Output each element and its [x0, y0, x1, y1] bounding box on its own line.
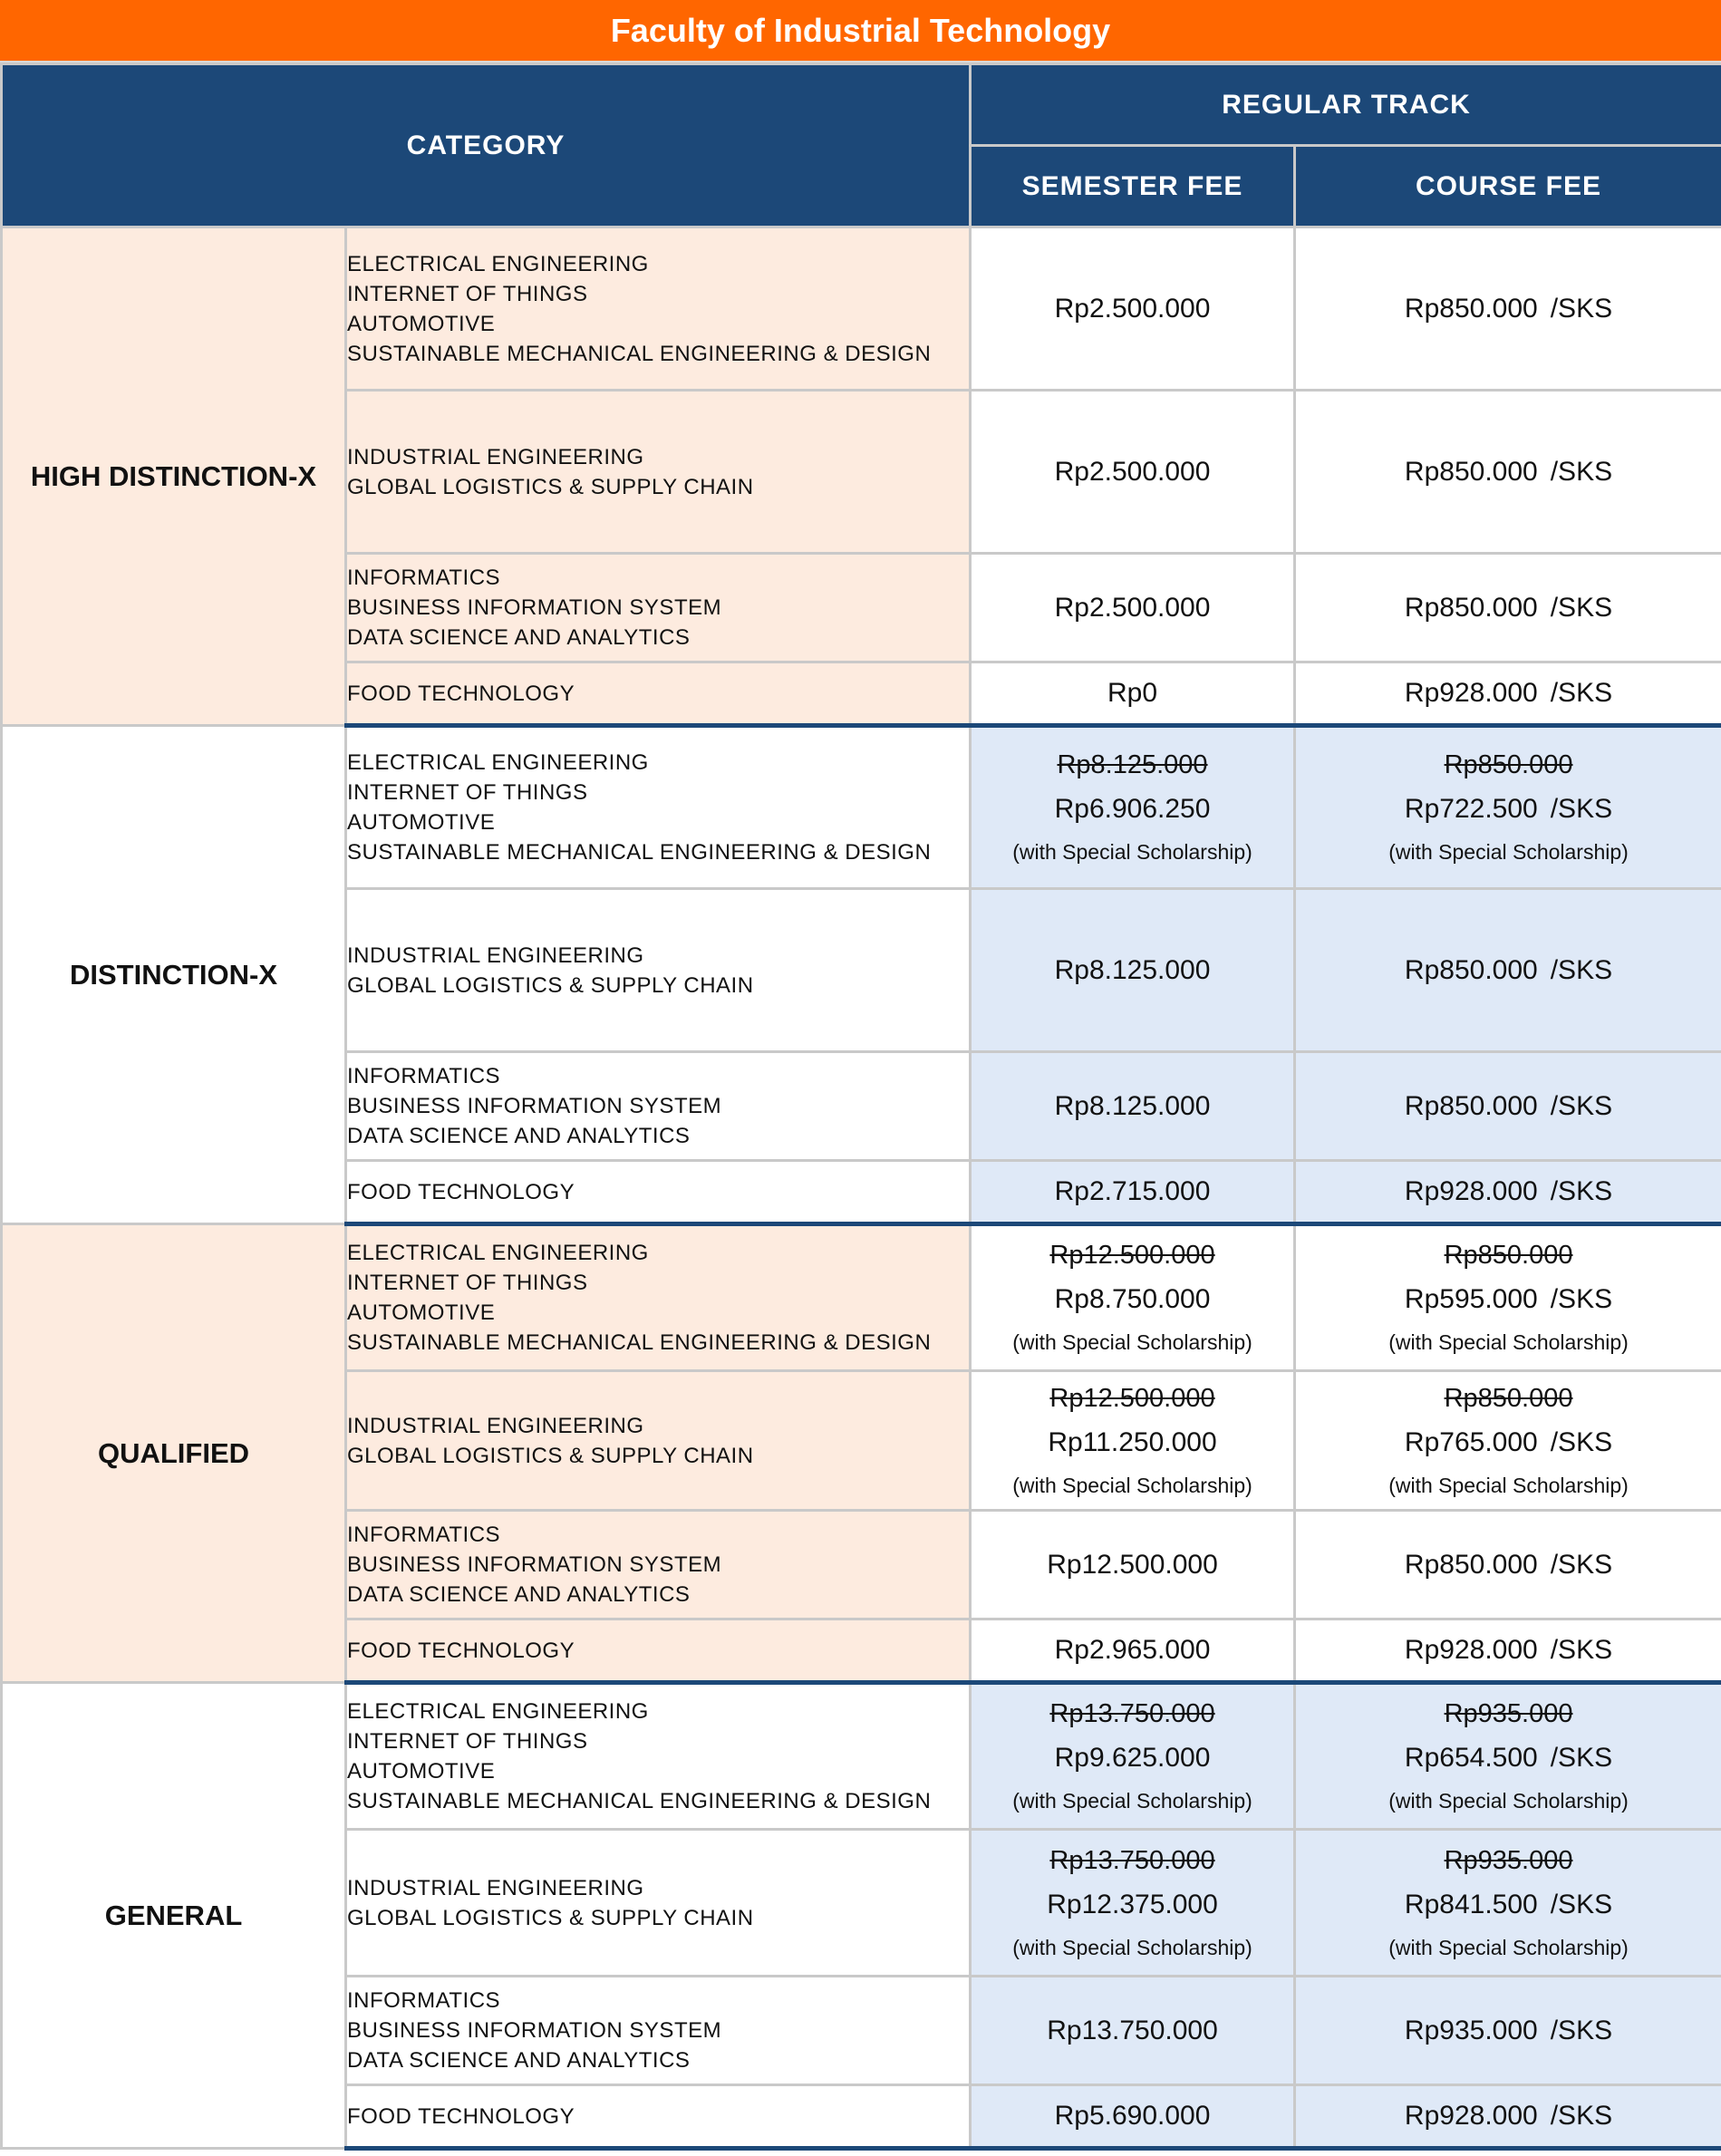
original-course-fee: Rp935.000 [1444, 1699, 1573, 1728]
original-course-fee: Rp850.000 [1444, 1241, 1573, 1270]
course-fee-cell [1295, 554, 1721, 662]
semester-fee-cell [971, 1511, 1295, 1619]
original-course-fee: Rp850.000 [1444, 750, 1573, 779]
program-list: INFORMATICS BUSINESS INFORMATION SYSTEM DATA SCIENCE AND ANALYTICS [346, 1052, 971, 1161]
course-fee-cell [1295, 1511, 1721, 1619]
semester-fee: Rp12.375.000 [1047, 1889, 1218, 1919]
semester-fee: Rp6.906.250 [1054, 794, 1211, 824]
program-list: INFORMATICS BUSINESS INFORMATION SYSTEM DATA SCIENCE AND ANALYTICS [346, 554, 971, 662]
semester-fee: Rp8.750.000 [1054, 1284, 1211, 1314]
semester-fee: Rp11.250.000 [1048, 1426, 1217, 1457]
table-row [2, 726, 1721, 889]
semester-fee-cell [971, 227, 1295, 391]
category-general: GENERAL [2, 1683, 346, 2149]
course-fee-cell [1295, 1371, 1721, 1511]
course-fee: Rp928.000 /SKS [1404, 1635, 1613, 1665]
course-fee-cell [1295, 1619, 1721, 1683]
scholarship-note: (with Special Scholarship) [1012, 840, 1252, 864]
course-fee-cell [1295, 726, 1721, 889]
scholarship-note: (with Special Scholarship) [1012, 1473, 1252, 1497]
course-fee: Rp850.000 /SKS [1404, 954, 1613, 985]
scholarship-note: (with Special Scholarship) [1388, 1330, 1629, 1354]
table-row [2, 1683, 1721, 1830]
program-list: INFORMATICS BUSINESS INFORMATION SYSTEM DATA SCIENCE AND ANALYTICS [346, 1511, 971, 1619]
course-fee-cell [1295, 1224, 1721, 1371]
course-fee-cell [1295, 662, 1721, 726]
program-list: INDUSTRIAL ENGINEERING GLOBAL LOGISTICS & SUPPLY CHAIN [346, 391, 971, 554]
semester-fee: Rp9.625.000 [1054, 1743, 1211, 1773]
course-fee: Rp765.000 /SKS [1404, 1426, 1613, 1457]
semester-fee: Rp2.715.000 [1054, 1176, 1211, 1206]
course-fee-cell [1295, 1161, 1721, 1224]
semester-fee-cell [971, 1830, 1295, 1977]
course-fee-cell [1295, 1830, 1721, 1977]
fee-table [0, 63, 1721, 2151]
program-list: FOOD TECHNOLOGY [346, 662, 971, 726]
semester-fee-cell [971, 662, 1295, 726]
original-semester-fee: Rp8.125.000 [1057, 750, 1208, 779]
course-fee-cell [1295, 227, 1721, 391]
header-category: CATEGORY [2, 64, 971, 227]
header-semester-fee: SEMESTER FEE [971, 146, 1295, 227]
course-fee: Rp928.000 /SKS [1404, 2101, 1613, 2131]
original-course-fee: Rp850.000 [1444, 1383, 1573, 1413]
scholarship-note: (with Special Scholarship) [1012, 1330, 1252, 1354]
semester-fee-cell [971, 1161, 1295, 1224]
course-fee: Rp654.500 /SKS [1404, 1743, 1613, 1773]
program-list: FOOD TECHNOLOGY [346, 1619, 971, 1683]
header-course-fee: COURSE FEE [1295, 146, 1721, 227]
program-list: INFORMATICS BUSINESS INFORMATION SYSTEM DATA SCIENCE AND ANALYTICS [346, 1977, 971, 2085]
course-fee: Rp928.000 /SKS [1404, 1176, 1613, 1206]
original-course-fee: Rp935.000 [1444, 1845, 1573, 1875]
page-title: Faculty of Industrial Technology [0, 0, 1721, 63]
course-fee-cell [1295, 1683, 1721, 1830]
semester-fee-cell [971, 1683, 1295, 1830]
semester-fee-cell [971, 1052, 1295, 1161]
program-list: ELECTRICAL ENGINEERING INTERNET OF THINGS AUTOMOTIVE SUSTAINABLE MECHANICAL ENGINEERING & DESIGN [346, 227, 971, 391]
semester-fee-cell [971, 1224, 1295, 1371]
program-list: FOOD TECHNOLOGY [346, 2085, 971, 2149]
scholarship-note: (with Special Scholarship) [1388, 1473, 1629, 1497]
semester-fee: Rp5.690.000 [1054, 2101, 1211, 2131]
original-semester-fee: Rp13.750.000 [1049, 1699, 1215, 1728]
course-fee-cell [1295, 1052, 1721, 1161]
scholarship-note: (with Special Scholarship) [1388, 1935, 1629, 1959]
original-semester-fee: Rp12.500.000 [1049, 1383, 1215, 1413]
program-list: INDUSTRIAL ENGINEERING GLOBAL LOGISTICS & SUPPLY CHAIN [346, 889, 971, 1052]
semester-fee-cell [971, 2085, 1295, 2149]
course-fee: Rp935.000 /SKS [1404, 2015, 1613, 2045]
original-semester-fee: Rp12.500.000 [1049, 1241, 1215, 1270]
semester-fee: Rp0 [1107, 678, 1158, 708]
course-fee: Rp850.000 /SKS [1404, 456, 1613, 487]
semester-fee-cell [971, 1371, 1295, 1511]
semester-fee: Rp8.125.000 [1054, 954, 1211, 985]
course-fee: Rp841.500 /SKS [1404, 1889, 1613, 1919]
scholarship-note: (with Special Scholarship) [1388, 840, 1629, 864]
semester-fee: Rp8.125.000 [1054, 1090, 1211, 1121]
table-row [2, 1224, 1721, 1371]
semester-fee: Rp13.750.000 [1047, 2015, 1218, 2045]
category-distinction-x: DISTINCTION-X [2, 726, 346, 1224]
scholarship-note: (with Special Scholarship) [1012, 1935, 1252, 1959]
course-fee: Rp722.500 /SKS [1404, 794, 1613, 824]
semester-fee: Rp2.500.000 [1054, 456, 1211, 487]
course-fee-cell [1295, 889, 1721, 1052]
program-list: INDUSTRIAL ENGINEERING GLOBAL LOGISTICS & SUPPLY CHAIN [346, 1371, 971, 1511]
semester-fee: Rp2.500.000 [1054, 592, 1211, 623]
semester-fee-cell [971, 1619, 1295, 1683]
semester-fee-cell [971, 889, 1295, 1052]
program-list: ELECTRICAL ENGINEERING INTERNET OF THINGS AUTOMOTIVE SUSTAINABLE MECHANICAL ENGINEERING & DESIGN [346, 1224, 971, 1371]
semester-fee-cell [971, 1977, 1295, 2085]
scholarship-note: (with Special Scholarship) [1388, 1789, 1629, 1813]
category-high-distinction-x: HIGH DISTINCTION-X [2, 227, 346, 726]
course-fee-cell [1295, 1977, 1721, 2085]
course-fee-cell [1295, 2085, 1721, 2149]
semester-fee: Rp2.965.000 [1054, 1635, 1211, 1665]
course-fee: Rp595.000 /SKS [1404, 1284, 1613, 1314]
course-fee: Rp850.000 /SKS [1404, 592, 1613, 623]
course-fee: Rp850.000 /SKS [1404, 293, 1613, 324]
scholarship-note: (with Special Scholarship) [1012, 1789, 1252, 1813]
course-fee-cell [1295, 391, 1721, 554]
semester-fee-cell [971, 726, 1295, 889]
semester-fee: Rp2.500.000 [1054, 293, 1211, 324]
header-regular-track: REGULAR TRACK [971, 64, 1721, 146]
course-fee: Rp850.000 /SKS [1404, 1090, 1613, 1121]
original-semester-fee: Rp13.750.000 [1049, 1845, 1215, 1875]
category-qualified: QUALIFIED [2, 1224, 346, 1683]
program-list: FOOD TECHNOLOGY [346, 1161, 971, 1224]
table-row [2, 227, 1721, 391]
course-fee: Rp928.000 /SKS [1404, 678, 1613, 708]
semester-fee-cell [971, 391, 1295, 554]
program-list: ELECTRICAL ENGINEERING INTERNET OF THINGS AUTOMOTIVE SUSTAINABLE MECHANICAL ENGINEERING & DESIGN [346, 1683, 971, 1830]
program-list: INDUSTRIAL ENGINEERING GLOBAL LOGISTICS & SUPPLY CHAIN [346, 1830, 971, 1977]
semester-fee: Rp12.500.000 [1047, 1549, 1218, 1580]
semester-fee-cell [971, 554, 1295, 662]
program-list: ELECTRICAL ENGINEERING INTERNET OF THINGS AUTOMOTIVE SUSTAINABLE MECHANICAL ENGINEERING & DESIGN [346, 726, 971, 889]
course-fee: Rp850.000 /SKS [1404, 1549, 1613, 1580]
